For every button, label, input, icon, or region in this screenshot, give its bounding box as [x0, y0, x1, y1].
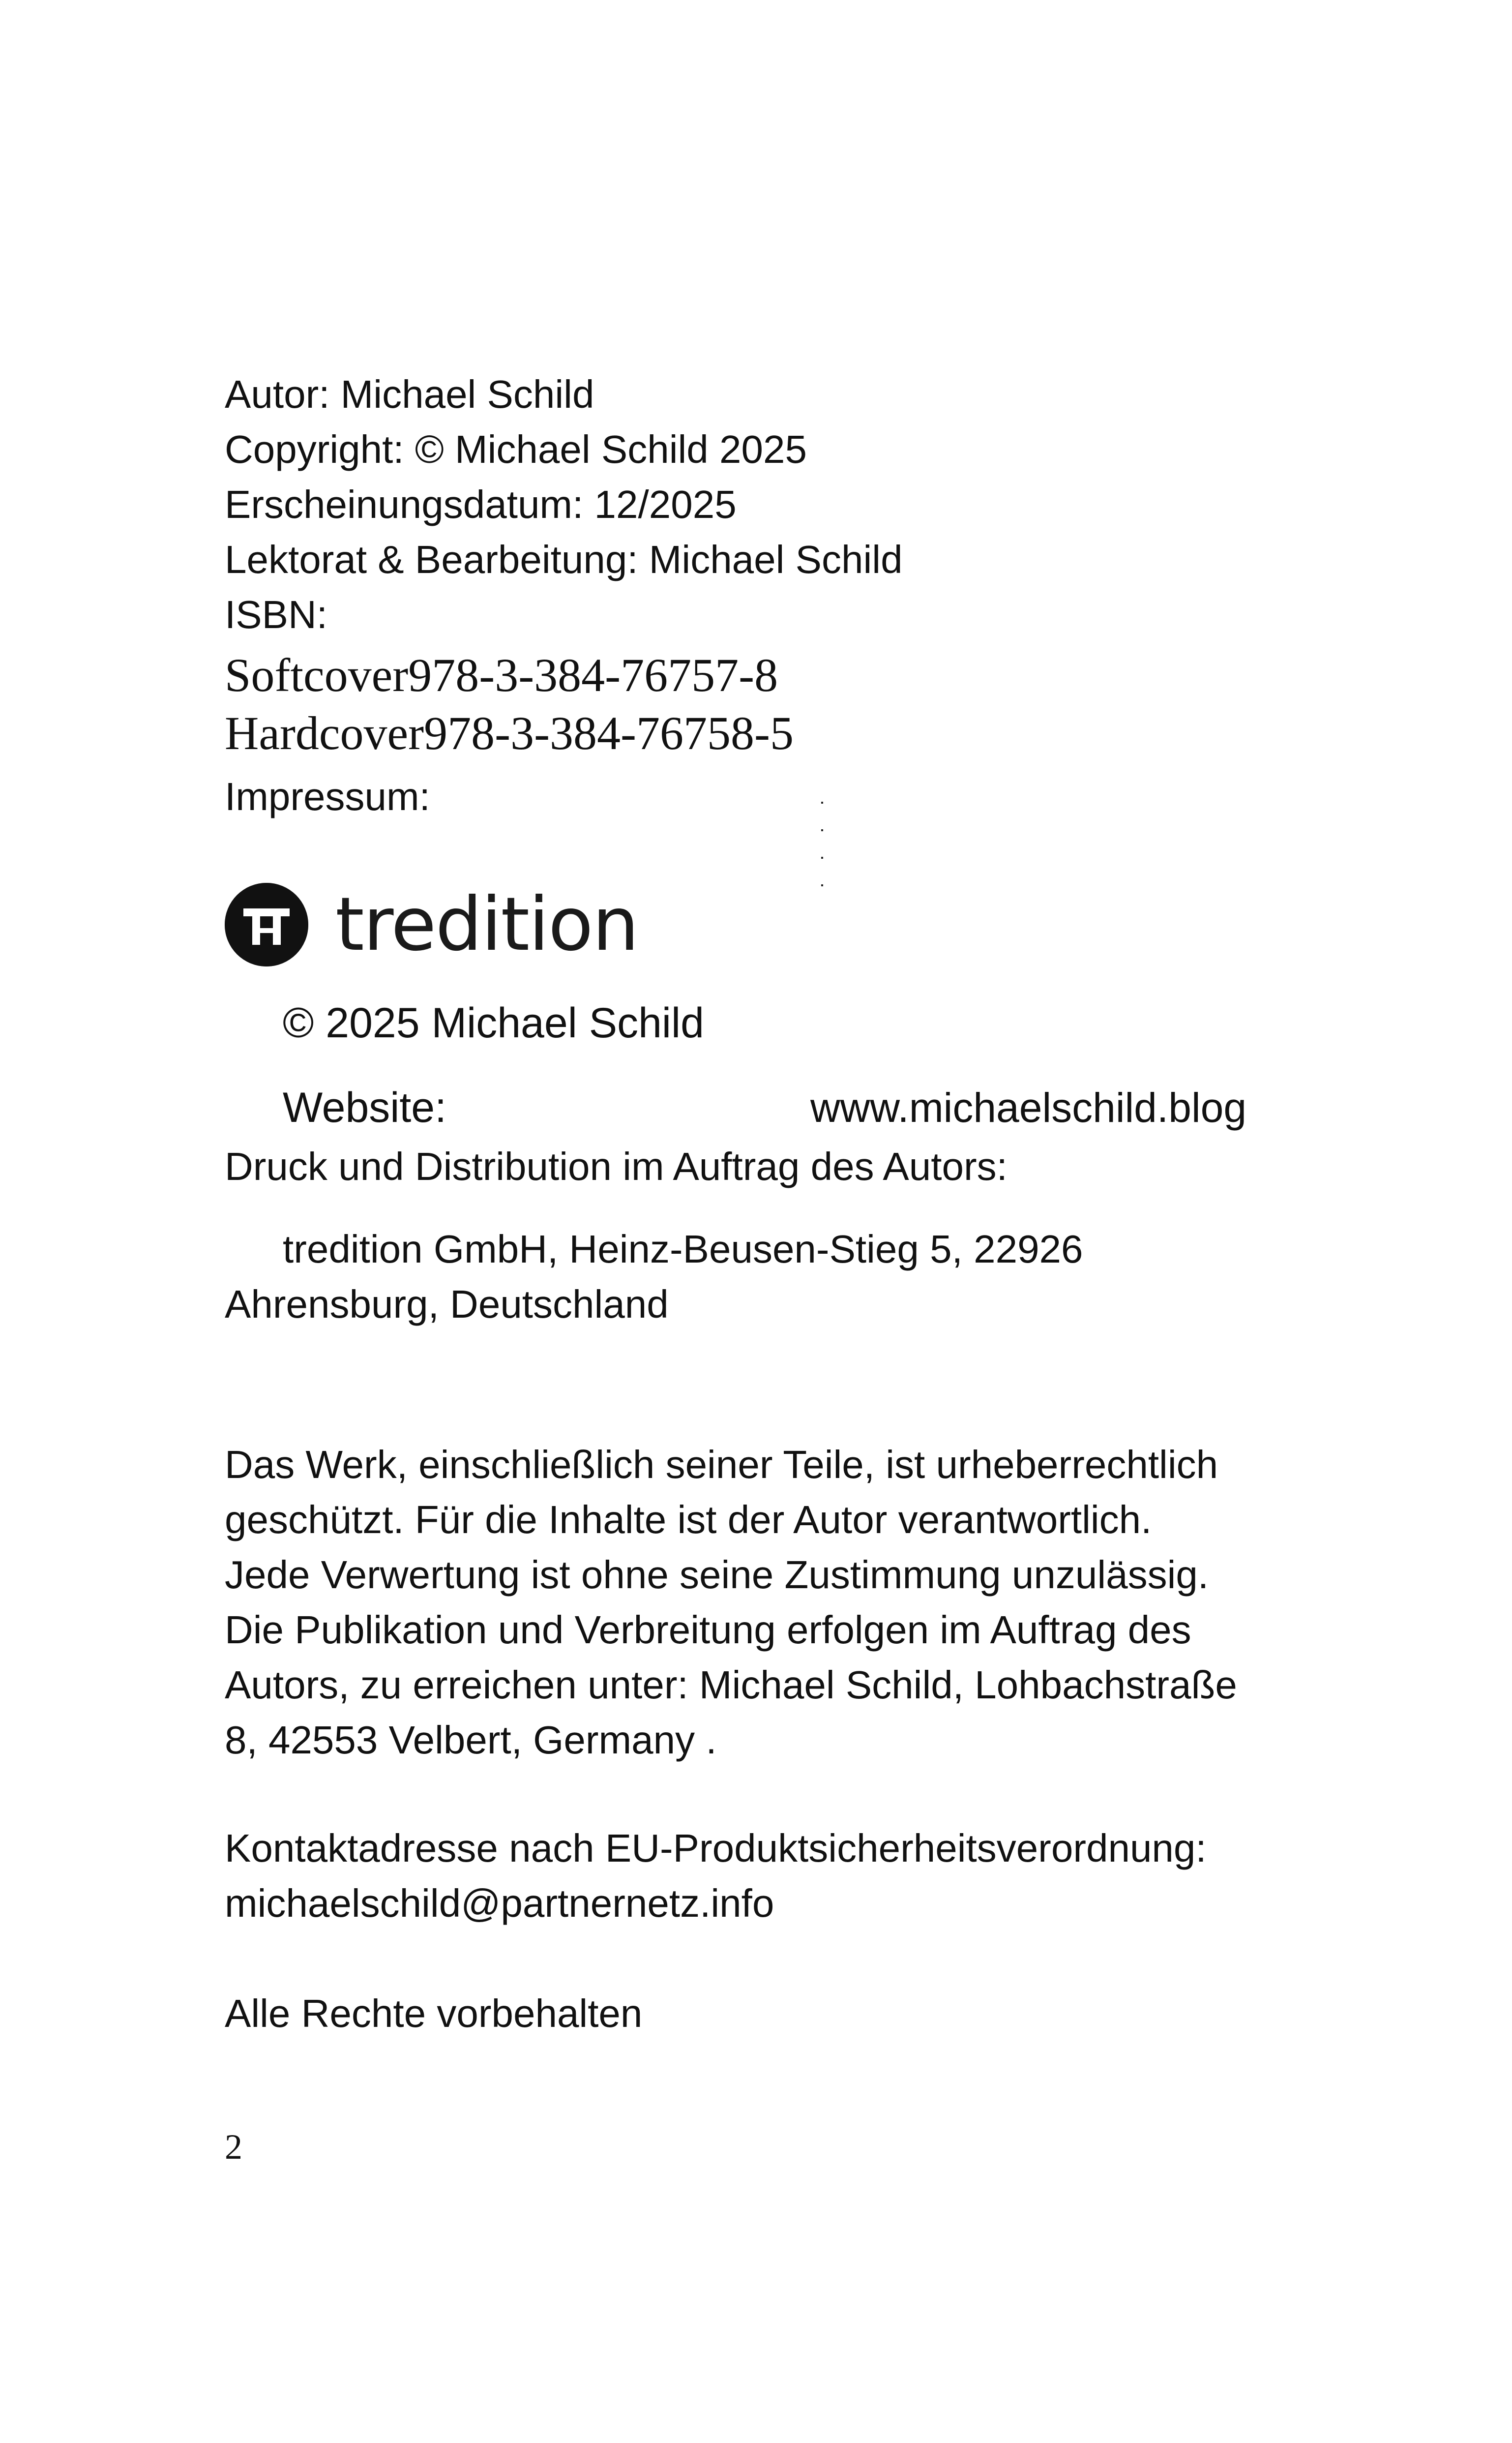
rights-reserved: Alle Rechte vorbehalten [225, 1991, 643, 2035]
legal-line: Das Werk, einschließlich seiner Teile, ist urheberrechtlich [225, 1443, 1218, 1486]
copyright-line: Copyright: © Michael Schild 2025 [225, 427, 807, 471]
release-date-line: Erscheinungsdatum: 12/2025 [225, 483, 737, 526]
tredition-logo-icon [225, 883, 308, 966]
contact-email[interactable]: michaelschild@partnernetz.info [225, 1881, 774, 1925]
distribution-label: Druck und Distribution im Auftrag des Autors: [225, 1145, 1008, 1188]
contact-label: Kontaktadresse nach EU-Produktsicherheitsverordnung: [225, 1826, 1207, 1870]
imprint-copyright: © 2025 Michael Schild [283, 999, 704, 1047]
website-link[interactable]: www.michaelschild.blog [810, 1085, 1247, 1131]
scan-specks [821, 802, 827, 910]
legal-line: Jede Verwertung ist ohne seine Zustimmung unzulässig. [225, 1553, 1209, 1597]
author-line: Autor: Michael Schild [225, 372, 594, 416]
page-number: 2 [225, 2127, 242, 2167]
legal-line: Die Publikation und Verbreitung erfolgen im Auftrag des [225, 1608, 1191, 1652]
isbn-hardcover: Hardcover978-3-384-76758-5 [225, 707, 794, 759]
editing-line: Lektorat & Bearbeitung: Michael Schild [225, 538, 903, 581]
legal-line: geschützt. Für die Inhalte ist der Autor verantwortlich. [225, 1498, 1152, 1541]
publisher-logo [225, 880, 638, 969]
tredition-logo-text: tredition [335, 882, 638, 967]
impressum-label: Impressum: [225, 775, 430, 818]
isbn-label: ISBN: [225, 593, 327, 636]
isbn-softcover: Softcover978-3-384-76757-8 [225, 649, 778, 701]
publisher-address-line2: Ahrensburg, Deutschland [225, 1282, 669, 1326]
publisher-address-line1: tredition GmbH, Heinz-Beusen-Stieg 5, 22926 [283, 1227, 1083, 1271]
legal-line: 8, 42553 Velbert, Germany . [225, 1718, 717, 1762]
legal-line: Autors, zu erreichen unter: Michael Schild, Lohbachstraße [225, 1663, 1237, 1707]
website-label: Website: [283, 1084, 446, 1131]
